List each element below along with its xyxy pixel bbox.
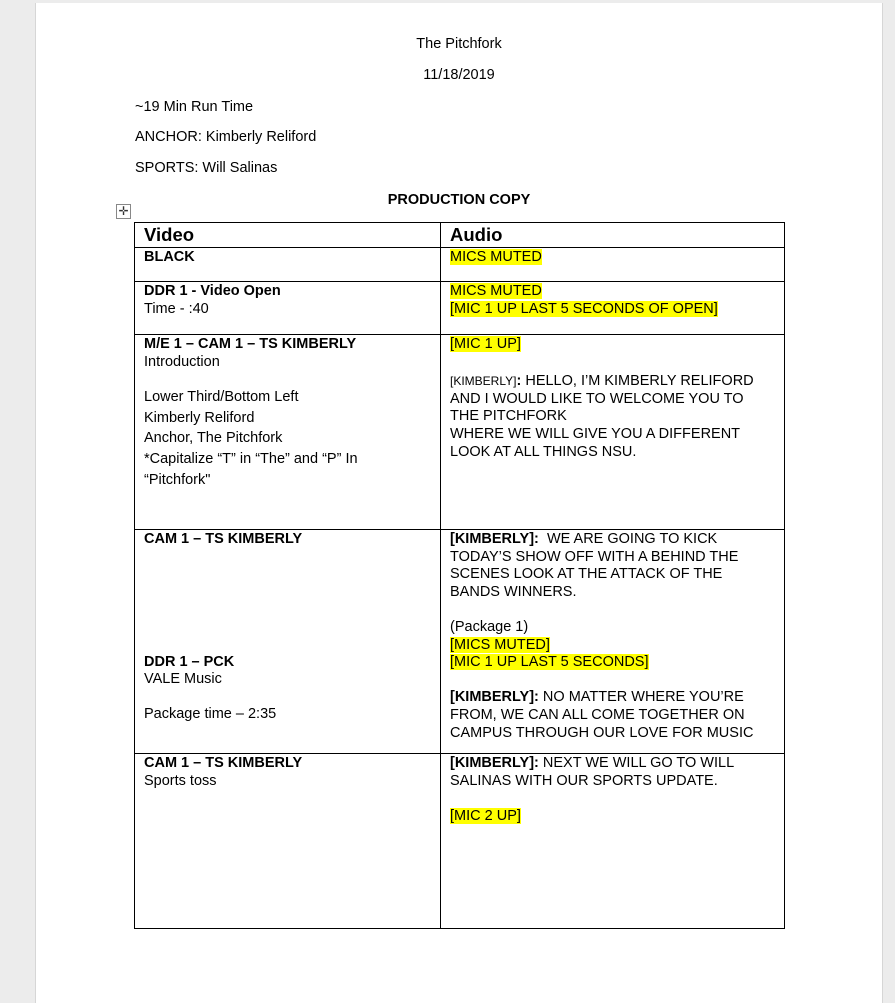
table-row	[135, 282, 785, 335]
script-line: AND I WOULD LIKE TO WELCOME YOU TO	[450, 390, 744, 407]
script-table	[134, 222, 785, 929]
video-cue: DDR 1 – PCK	[144, 653, 235, 670]
lower-third-title: Anchor, The Pitchfork	[144, 430, 283, 447]
package-label: (Package 1)	[450, 618, 529, 635]
video-cue: M/E 1 – CAM 1 – TS KIMBERLY	[144, 336, 357, 352]
video-cue: CAM 1 – TS KIMBERLY	[144, 531, 303, 547]
video-note: Sports toss	[144, 772, 217, 789]
lower-third-instruction: *Capitalize “T” in “The” and “P” In	[144, 450, 358, 467]
table-row	[135, 754, 785, 929]
table-move-handle-icon[interactable]: ✛	[116, 204, 131, 219]
video-note: VALE Music	[144, 671, 222, 688]
script-line: CAMPUS THROUGH OUR LOVE FOR MUSIC	[450, 724, 754, 741]
audio-cue: [MIC 1 UP LAST 5 SECONDS]	[450, 654, 649, 671]
audio-cue: [MIC 2 UP]	[450, 807, 521, 824]
document-page	[35, 3, 883, 1003]
video-cue: CAM 1 – TS KIMBERLY	[144, 755, 303, 771]
script-line: NO MATTER WHERE YOU’RE	[538, 689, 744, 706]
video-cue: DDR 1 - Video Open	[144, 283, 281, 299]
script-line: THE PITCHFORK	[450, 408, 567, 425]
video-cue: BLACK	[144, 249, 195, 265]
script-line: SCENES LOOK AT THE ATTACK OF THE	[450, 566, 723, 583]
table-header-row	[135, 223, 785, 248]
speaker-label: [KIMBERLY]:	[450, 531, 539, 547]
script-line: FROM, WE CAN ALL COME TOGETHER ON	[450, 706, 745, 723]
script-line: TODAY’S SHOW OFF WITH A BEHIND THE	[450, 548, 739, 565]
audio-cue: [MIC 1 UP]	[450, 336, 521, 352]
table-row	[135, 248, 785, 282]
script-line: SALINAS WITH OUR SPORTS UPDATE.	[450, 772, 718, 789]
script-line: BANDS WINNERS.	[450, 583, 577, 600]
lower-third-note: Lower Third/Bottom Left	[144, 389, 299, 406]
speaker-label: [KIMBERLY]	[450, 374, 517, 389]
audio-cue: MICS MUTED	[450, 249, 542, 265]
table-row	[135, 530, 785, 754]
audio-cue: [MICS MUTED]	[450, 636, 550, 653]
audio-cue: MICS MUTED	[450, 283, 542, 299]
audio-cue: [MIC 1 UP LAST 5 SECONDS OF OPEN]	[450, 300, 718, 317]
lower-third-instruction: “Pitchfork"	[144, 471, 211, 488]
table-row: M/E 1 – CAM 1 – TS KIMBERLY Introduction Lower Third/Bottom Left Kimberly Reliford Anchor, The Pitchfork *Capitalize “T” in “The” and “P” In “Pitchfork" [MIC 1 UP] [KIMBERLY]: HELLO, I’M KIMBERLY RELIFORD AND I WOULD LIKE TO WELCOME YOU TO THE PITCHFORK WHERE WE WILL GIVE YOU A DIFFERENT LOOK AT ALL THINGS NSU.	[135, 335, 785, 530]
production-copy-heading: PRODUCTION COPY	[387, 192, 531, 208]
sports-line: SPORTS: Will Salinas	[135, 160, 278, 176]
show-date: 11/18/2019	[423, 67, 495, 83]
video-column-header: Video	[135, 223, 441, 248]
audio-column-header: Audio	[441, 223, 785, 248]
run-time: ~19 Min Run Time	[135, 99, 254, 115]
script-line: WHERE WE WILL GIVE YOU A DIFFERENT	[450, 425, 741, 442]
speaker-label: [KIMBERLY]:	[450, 755, 539, 771]
script-line: WE ARE GOING TO KICK	[538, 531, 718, 547]
anchor-line: ANCHOR: Kimberly Reliford	[135, 129, 317, 145]
video-note: Time - :40	[144, 300, 209, 317]
video-note: Introduction	[144, 353, 220, 370]
video-note: Package time – 2:35	[144, 706, 277, 723]
lower-third-name: Kimberly Reliford	[144, 409, 255, 426]
script-line: NEXT WE WILL GO TO WILL	[538, 755, 735, 771]
speaker-label: [KIMBERLY]:	[450, 689, 539, 706]
show-title: The Pitchfork	[416, 36, 502, 52]
script-line: HELLO, I’M KIMBERLY RELIFORD	[521, 373, 754, 390]
script-line: LOOK AT ALL THINGS NSU.	[450, 443, 637, 460]
